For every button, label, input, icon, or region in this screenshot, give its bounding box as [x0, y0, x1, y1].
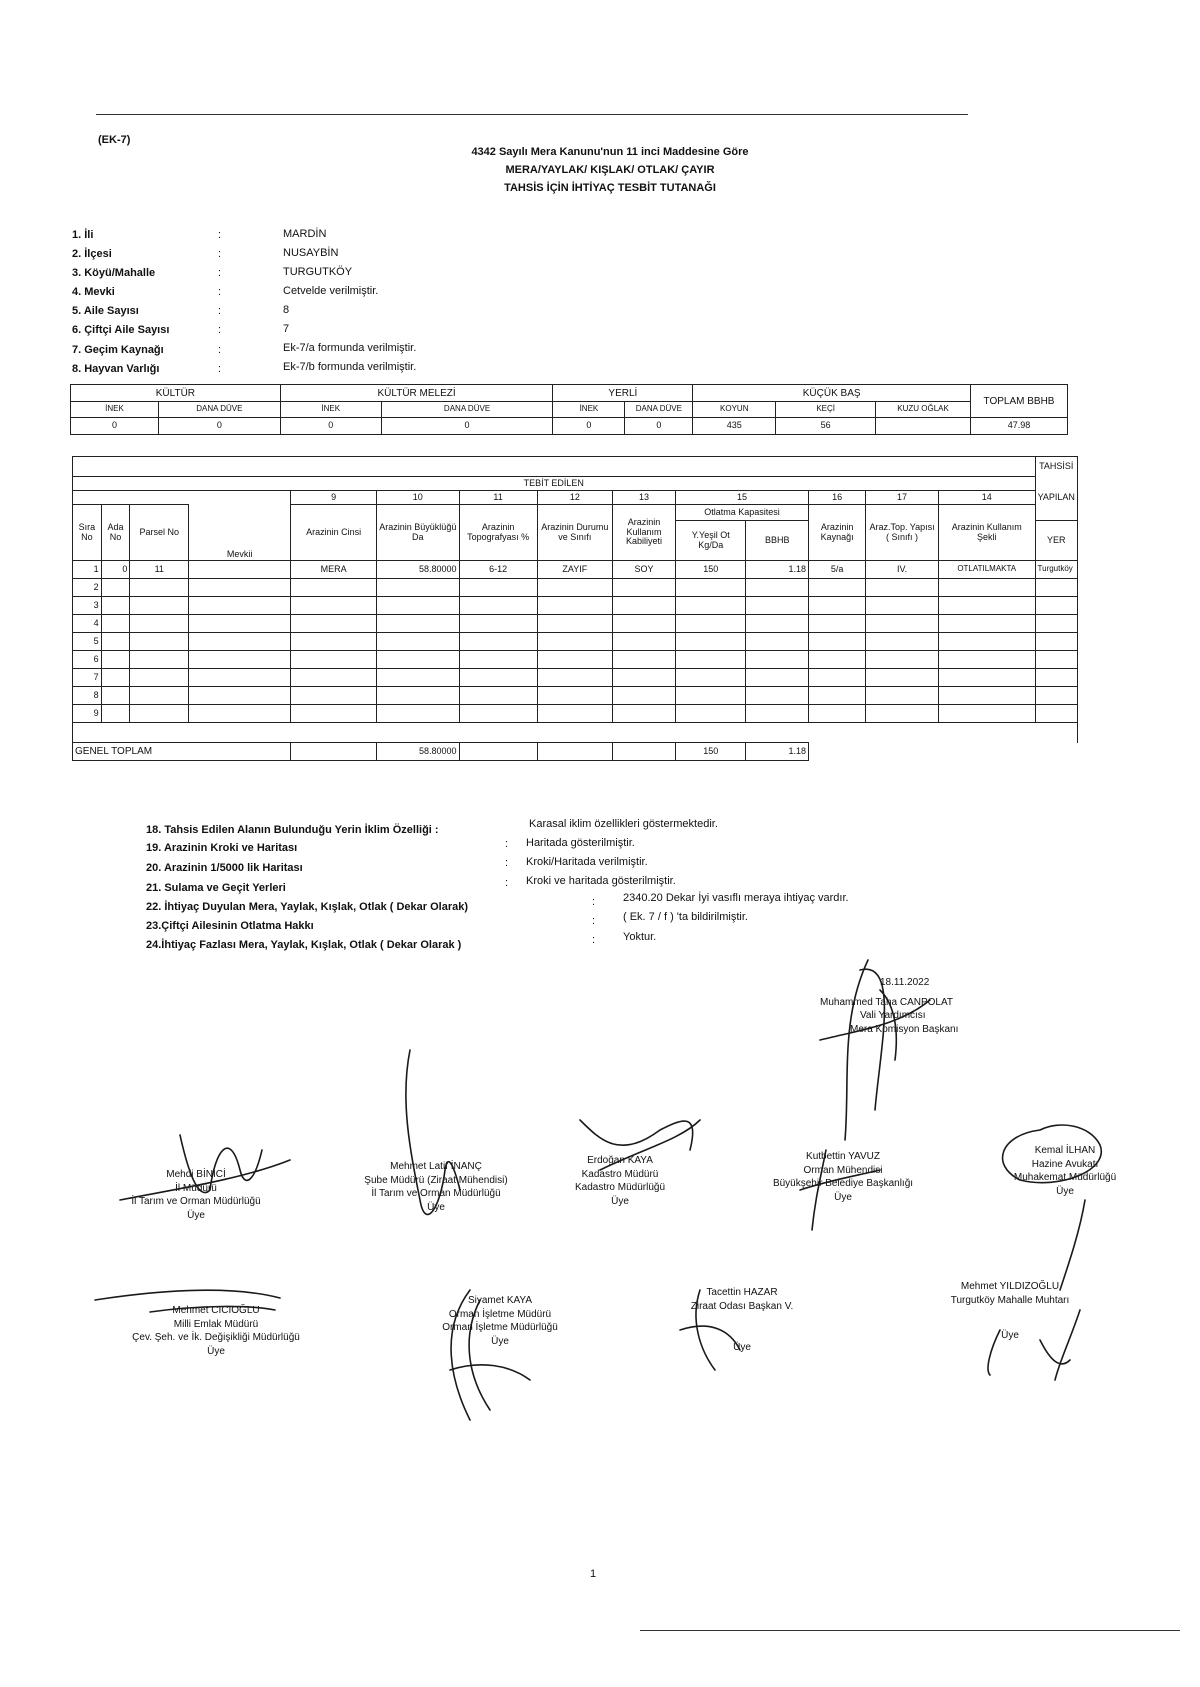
col-num: 13 — [613, 491, 676, 505]
col-num: 17 — [866, 491, 939, 505]
item-colon: : — [592, 934, 596, 946]
signature-title: Orman İşletme Müdürü — [448, 1308, 552, 1320]
item-label: 18. Tahsis Edilen Alanın Bulunduğu Yerin İklim Özelliği : — [146, 824, 439, 836]
col-num: 9 — [291, 491, 377, 505]
info-value: Ek-7/b formunda verilmiştir. — [283, 361, 417, 373]
table-row — [73, 669, 1078, 687]
signature-role: Üye — [611, 1195, 629, 1207]
table-row — [73, 597, 1078, 615]
group-kultur-melezi: KÜLTÜR MELEZİ — [280, 385, 553, 402]
signature-member — [326, 1160, 546, 1214]
item-colon: : — [505, 838, 509, 850]
cell-mevkii — [189, 561, 291, 579]
table-row — [73, 579, 1078, 597]
header-kullanim-sekli: Arazinin Kullanım Şekli — [938, 505, 1035, 561]
item-colon: : — [592, 896, 596, 908]
cell-no: 4 — [73, 615, 102, 633]
signature-role: Mera Komisyon Başkanı — [850, 1023, 959, 1035]
total-bbhb: 1.18 — [746, 743, 809, 761]
item-label: 24.İhtiyaç Fazlası Mera, Yaylak, Kışlak, Otlak ( Dekar Olarak ) — [146, 939, 462, 951]
header-kaynagi: Arazinin Kaynağı — [809, 505, 866, 561]
signature-member — [652, 1286, 832, 1355]
group-kucuk-bas: KÜÇÜK BAŞ — [693, 385, 971, 402]
signature-title: Kadastro Müdürü — [581, 1168, 659, 1180]
signature-name: Kutbettin YAVUZ — [806, 1151, 880, 1162]
col-num: 12 — [537, 491, 612, 505]
item-value: Haritada gösterilmiştir. — [526, 837, 635, 849]
signature-member — [990, 1144, 1140, 1198]
bottom-rule — [640, 1630, 1180, 1631]
table-row — [73, 633, 1078, 651]
col-num: 16 — [809, 491, 866, 505]
cell-yapi: IV. — [866, 561, 939, 579]
tahsisi-label: TAHSİSİ — [1035, 457, 1077, 477]
value-cell: 0 — [553, 418, 625, 435]
main-table — [72, 456, 1078, 761]
cell-kabiliyet: SOY — [613, 561, 676, 579]
total-buyukluk: 58.80000 — [377, 743, 459, 761]
signature-role: Üye — [834, 1191, 852, 1203]
signature-name: Muhammed Taha CANPOLAT — [820, 996, 954, 1008]
value-cell: 56 — [776, 418, 876, 435]
signature-member — [738, 1150, 948, 1204]
signature-title: Ziraat Odası Başkan V. — [690, 1300, 794, 1312]
header-ada: Ada No — [101, 505, 130, 561]
col-dana-duve: DANA DÜVE — [625, 402, 693, 418]
cell-no: 7 — [73, 669, 102, 687]
item-colon: : — [592, 915, 596, 927]
col-num: 15 — [676, 491, 809, 505]
header-parsel: Parsel No — [130, 505, 189, 561]
info-label: 3. Köyü/Mahalle — [72, 267, 156, 279]
info-colon: : — [218, 324, 222, 336]
genel-toplam-label: GENEL TOPLAM — [73, 743, 291, 761]
col-num: 10 — [377, 491, 459, 505]
signature-title: Orman Mühendisi — [803, 1164, 883, 1176]
info-label: 6. Çiftçi Aile Sayısı — [72, 324, 170, 336]
value-cell: 0 — [71, 418, 159, 435]
header-topografya: Arazinin Topografyası % — [459, 505, 537, 561]
col-num: 14 — [938, 491, 1035, 505]
info-label: 4. Mevki — [72, 286, 115, 298]
info-value: 7 — [283, 323, 290, 335]
info-colon: : — [218, 286, 222, 298]
info-value: MARDİN — [283, 228, 327, 240]
col-keci: KEÇİ — [776, 402, 876, 418]
info-label: 1. İli — [72, 229, 94, 241]
item-value: 2340.20 Dekar İyi vasıflı meraya ihtiyaç vardır. — [623, 892, 849, 904]
signature-name: Mehdi BİNİCİ — [166, 1169, 226, 1180]
cell-bbhb: 1.18 — [746, 561, 809, 579]
info-colon: : — [218, 248, 222, 260]
info-colon: : — [218, 267, 222, 279]
info-value: Ek-7/a formunda verilmiştir. — [283, 342, 417, 354]
cell-no: 1 — [73, 561, 102, 579]
signature-name: Erdoğan KAYA — [587, 1155, 653, 1166]
info-value: 8 — [283, 304, 290, 316]
info-colon: : — [218, 363, 222, 375]
signature-title: Milli Emlak Müdürü — [173, 1318, 259, 1330]
group-yerli: YERLİ — [553, 385, 693, 402]
signature-name: Mehmet YILDIZOĞLU — [960, 1281, 1060, 1292]
cell-no: 8 — [73, 687, 102, 705]
signature-member — [86, 1168, 306, 1222]
header-buyuklugu: Arazinin Büyüklüğü Da — [377, 505, 459, 561]
item-colon: : — [505, 857, 509, 869]
cell-no: 9 — [73, 705, 102, 723]
signature-role: Üye — [207, 1345, 225, 1357]
cell-durum: ZAYIF — [537, 561, 612, 579]
total-bbhb-label: TOPLAM BBHB — [971, 385, 1068, 418]
total-yesil: 150 — [676, 743, 746, 761]
info-label: 7. Geçim Kaynağı — [72, 344, 164, 356]
item-label: 19. Arazinin Kroki ve Haritası — [146, 842, 298, 854]
col-koyun: KOYUN — [693, 402, 776, 418]
col-dana-duve: DANA DÜVE — [158, 402, 280, 418]
cell-sekil: OTLATILMAKTA — [938, 561, 1035, 579]
table-row — [73, 561, 1078, 579]
signature-role: Üye — [491, 1335, 509, 1347]
col-inek: İNEK — [71, 402, 159, 418]
header-line-3: TAHSİS İÇİN İHTİYAÇ TESBİT TUTANAĞI — [504, 182, 716, 194]
col-num: 11 — [459, 491, 537, 505]
info-label: 2. İlçesi — [72, 248, 112, 260]
info-value: NUSAYBİN — [283, 247, 339, 259]
signature-office: Çev. Şeh. ve İk. Değişikliği Müdürlüğü — [132, 1332, 300, 1343]
signature-chair — [820, 976, 1040, 1036]
cell-no: 6 — [73, 651, 102, 669]
item-value: Kroki/Haritada verilmiştir. — [526, 856, 648, 868]
item-label: 20. Arazinin 1/5000 lik Haritası — [146, 862, 303, 874]
signature-office: Muhakemat Müdürlüğü — [1013, 1172, 1117, 1183]
signature-name: Siyamet KAYA — [467, 1295, 533, 1306]
signature-role: Üye — [187, 1209, 205, 1221]
total-row — [73, 743, 1078, 761]
item-value: ( Ek. 7 / f ) 'ta bildirilmiştir. — [623, 911, 748, 923]
cell-cinsi: MERA — [291, 561, 377, 579]
signature-name: Kemal İLHAN — [1034, 1145, 1096, 1156]
header-yer: YER — [1035, 521, 1077, 561]
table-row — [73, 615, 1078, 633]
cell-topo: 6-12 — [459, 561, 537, 579]
header-bbhb: BBHB — [746, 521, 809, 561]
signature-title: Turgutköy Mahalle Muhtarı — [950, 1294, 1070, 1306]
value-cell: 0 — [280, 418, 381, 435]
col-inek: İNEK — [280, 402, 381, 418]
header-mevkii: Mevkii — [189, 505, 291, 561]
table-row — [73, 705, 1078, 723]
cell-no: 3 — [73, 597, 102, 615]
signature-office: Kadastro Müdürlüğü — [574, 1182, 666, 1193]
info-value: Cetvelde verilmiştir. — [283, 285, 379, 297]
signature-office: İl Tarım ve Orman Müdürlüğü — [371, 1188, 501, 1199]
signature-office: Büyükşehir Belediye Başkanlığı — [772, 1178, 914, 1189]
cell-no: 5 — [73, 633, 102, 651]
header-durumu: Arazinin Durumu ve Sınıfı — [537, 505, 612, 561]
value-cell: 435 — [693, 418, 776, 435]
value-cell: 0 — [625, 418, 693, 435]
signature-title: Şube Müdürü (Ziraat Mühendisi) — [364, 1174, 508, 1186]
signature-name: Mehmet Latif İNANÇ — [390, 1161, 482, 1172]
info-label: 5. Aile Sayısı — [72, 305, 139, 317]
item-value: Yoktur. — [623, 931, 657, 943]
signature-role: Üye — [1001, 1330, 1019, 1341]
col-dana-duve: DANA DÜVE — [381, 402, 553, 418]
item-value: Karasal iklim özellikleri göstermektedir. — [529, 818, 718, 830]
cell-no: 2 — [73, 579, 102, 597]
info-value: TURGUTKÖY — [283, 266, 353, 278]
group-kultur: KÜLTÜR — [71, 385, 281, 402]
cell-kaynak: 5/a — [809, 561, 866, 579]
item-label: 22. İhtiyaç Duyulan Mera, Yaylak, Kışlak, Otlak ( Dekar Olarak) — [146, 901, 469, 913]
cell-yesil: 150 — [676, 561, 746, 579]
info-colon: : — [218, 344, 222, 356]
cell-yer: Turgutköy — [1035, 561, 1077, 579]
cell-parsel: 11 — [130, 561, 189, 579]
signature-title: İl Müdürü — [175, 1182, 217, 1194]
header-yesil-ot: Y.Yeşil Ot Kg/Da — [676, 521, 746, 561]
table-row — [73, 651, 1078, 669]
livestock-table — [70, 384, 1068, 435]
ek-label: (EK-7) — [98, 134, 131, 146]
signature-member — [910, 1280, 1110, 1343]
info-label: 8. Hayvan Varlığı — [72, 363, 160, 375]
signature-date: 18.11.2022 — [880, 977, 930, 988]
signature-role: Üye — [1056, 1185, 1074, 1197]
col-inek: İNEK — [553, 402, 625, 418]
item-label: 23.Çiftçi Ailesinin Otlatma Hakkı — [146, 920, 314, 932]
signature-office: İl Tarım ve Orman Müdürlüğü — [131, 1196, 261, 1207]
signature-member — [410, 1294, 590, 1348]
item-label: 21. Sulama ve Geçit Yerleri — [146, 882, 286, 894]
value-cell: 0 — [158, 418, 280, 435]
signature-role: Üye — [733, 1342, 751, 1353]
signature-title: Hazine Avukatı — [1031, 1158, 1099, 1170]
yapilan-label: YAPILAN — [1035, 477, 1077, 521]
signature-member — [540, 1154, 700, 1208]
header-line-2: MERA/YAYLAK/ KIŞLAK/ OTLAK/ ÇAYIR — [505, 164, 715, 176]
top-rule — [96, 114, 968, 115]
signature-name: Tacettin HAZAR — [706, 1287, 778, 1298]
table-row — [73, 687, 1078, 705]
col-kuzu-oglak: KUZU OĞLAK — [876, 402, 971, 418]
page-number: 1 — [590, 1568, 597, 1580]
item-colon: : — [505, 877, 509, 889]
value-cell: 0 — [381, 418, 553, 435]
tesbit-label: TEBİT EDİLEN — [73, 477, 1036, 491]
signature-member — [86, 1304, 346, 1358]
header-sira: Sıra No — [73, 505, 102, 561]
header-kullanim: Arazinin Kullanım Kabiliyeti — [613, 505, 676, 561]
signature-office: Orman İşletme Müdürlüğü — [442, 1322, 558, 1333]
header-line-1: 4342 Sayılı Mera Kanunu'nun 11 inci Maddesine Göre — [471, 146, 749, 158]
signature-role: Üye — [427, 1201, 445, 1213]
value-cell — [876, 418, 971, 435]
cell-ada: 0 — [101, 561, 130, 579]
signature-role: Vali Yardımcısı — [860, 1010, 926, 1021]
cell-buyukluk: 58.80000 — [377, 561, 459, 579]
total-bbhb-value: 47.98 — [971, 418, 1068, 435]
info-colon: : — [218, 229, 222, 241]
item-value: Kroki ve haritada gösterilmiştir. — [526, 875, 676, 887]
signature-name: Mehmet CICIOĞLU — [172, 1305, 260, 1316]
header-otlatma: Otlatma Kapasitesi — [676, 505, 809, 521]
header-cinsi: Arazinin Cinsi — [291, 505, 377, 561]
info-colon: : — [218, 305, 222, 317]
header-top-yapisi: Araz.Top. Yapısı ( Sınıfı ) — [866, 505, 939, 561]
